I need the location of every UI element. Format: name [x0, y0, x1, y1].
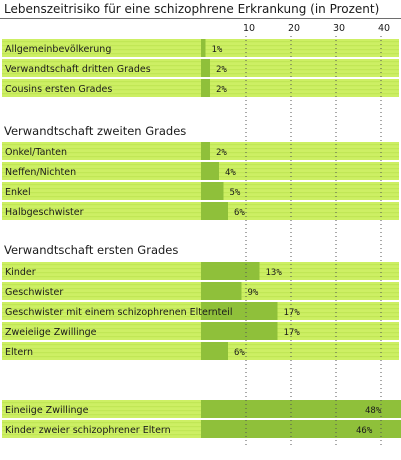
value-label: 4%	[225, 168, 236, 178]
bar	[201, 342, 228, 360]
row-label: Geschwister mit einem schizophrenen Elternteil	[5, 307, 233, 318]
value-label: 17%	[283, 328, 300, 338]
row-stripe	[2, 356, 399, 357]
row-label: Neffen/Nichten	[5, 167, 77, 178]
x-tick-label: 20	[287, 23, 301, 34]
value-label: 1%	[211, 45, 223, 55]
bar	[201, 322, 278, 340]
row-stripe	[2, 81, 399, 82]
value-label: 46%	[356, 426, 373, 436]
row-label: Verwandtschaft dritten Grades	[5, 64, 151, 75]
row-stripe	[2, 184, 399, 185]
row-stripe	[2, 188, 399, 189]
row-label: Geschwister	[5, 287, 64, 298]
bar	[201, 262, 260, 280]
row-stripe	[2, 144, 399, 145]
row-label: Onkel/Tanten	[5, 147, 68, 158]
row-stripe	[2, 272, 399, 273]
value-label: 48%	[365, 406, 382, 416]
row-label: Halbgeschwister	[5, 207, 84, 218]
row-stripe	[2, 164, 399, 165]
bar	[201, 282, 242, 300]
row-stripe	[2, 204, 399, 205]
row-label: Eltern	[5, 347, 33, 358]
row-label: Zweieiige Zwillinge	[5, 327, 97, 338]
gridline-group	[246, 36, 381, 445]
row-label: Allgemeinbevölkerung	[5, 44, 112, 55]
row-stripe	[2, 348, 399, 349]
x-tick-label: 40	[377, 23, 391, 34]
row-label: Cousins ersten Grades	[5, 84, 113, 95]
x-tick-label: 10	[242, 23, 256, 34]
value-label: 17%	[283, 308, 300, 318]
row-stripe	[2, 264, 399, 265]
value-label: 2%	[216, 148, 227, 158]
group-heading: Verwandtschaft ersten Grades	[4, 243, 179, 257]
row-stripe	[2, 41, 399, 42]
row-label: Enkel	[5, 187, 31, 198]
bar	[201, 39, 206, 57]
row-stripe	[2, 352, 399, 353]
row-stripe	[2, 324, 399, 325]
value-label: 2%	[216, 85, 227, 95]
bar	[201, 142, 210, 160]
row-stripe	[2, 268, 399, 269]
row-stripe	[2, 276, 399, 277]
row-stripe	[2, 344, 399, 345]
row-stripe	[2, 61, 399, 62]
row-label: Kinder zweier schizophrener Eltern	[5, 425, 171, 436]
bar	[201, 59, 210, 77]
value-label: 5%	[229, 188, 241, 198]
x-tick-label: 30	[332, 23, 346, 34]
bar	[201, 202, 228, 220]
row-stripe	[2, 284, 399, 285]
group-heading: Verwandtschaft zweiten Grades	[4, 124, 187, 138]
value-label: 6%	[234, 348, 245, 358]
bar	[201, 182, 224, 200]
value-label: 9%	[247, 288, 259, 298]
value-label: 2%	[216, 65, 227, 75]
row-stripe	[2, 304, 399, 305]
value-label: 13%	[265, 268, 282, 278]
value-label: 6%	[234, 208, 245, 218]
chart-title: Lebenszeitrisiko für eine schizophrene Erkrankung (in Prozent)	[4, 2, 380, 16]
row-label: Eineiige Zwillinge	[5, 405, 89, 416]
bar	[201, 162, 219, 180]
row-stripe	[2, 192, 399, 193]
row-label: Kinder	[5, 267, 36, 278]
row-stripe	[2, 196, 399, 197]
bar	[201, 79, 210, 97]
